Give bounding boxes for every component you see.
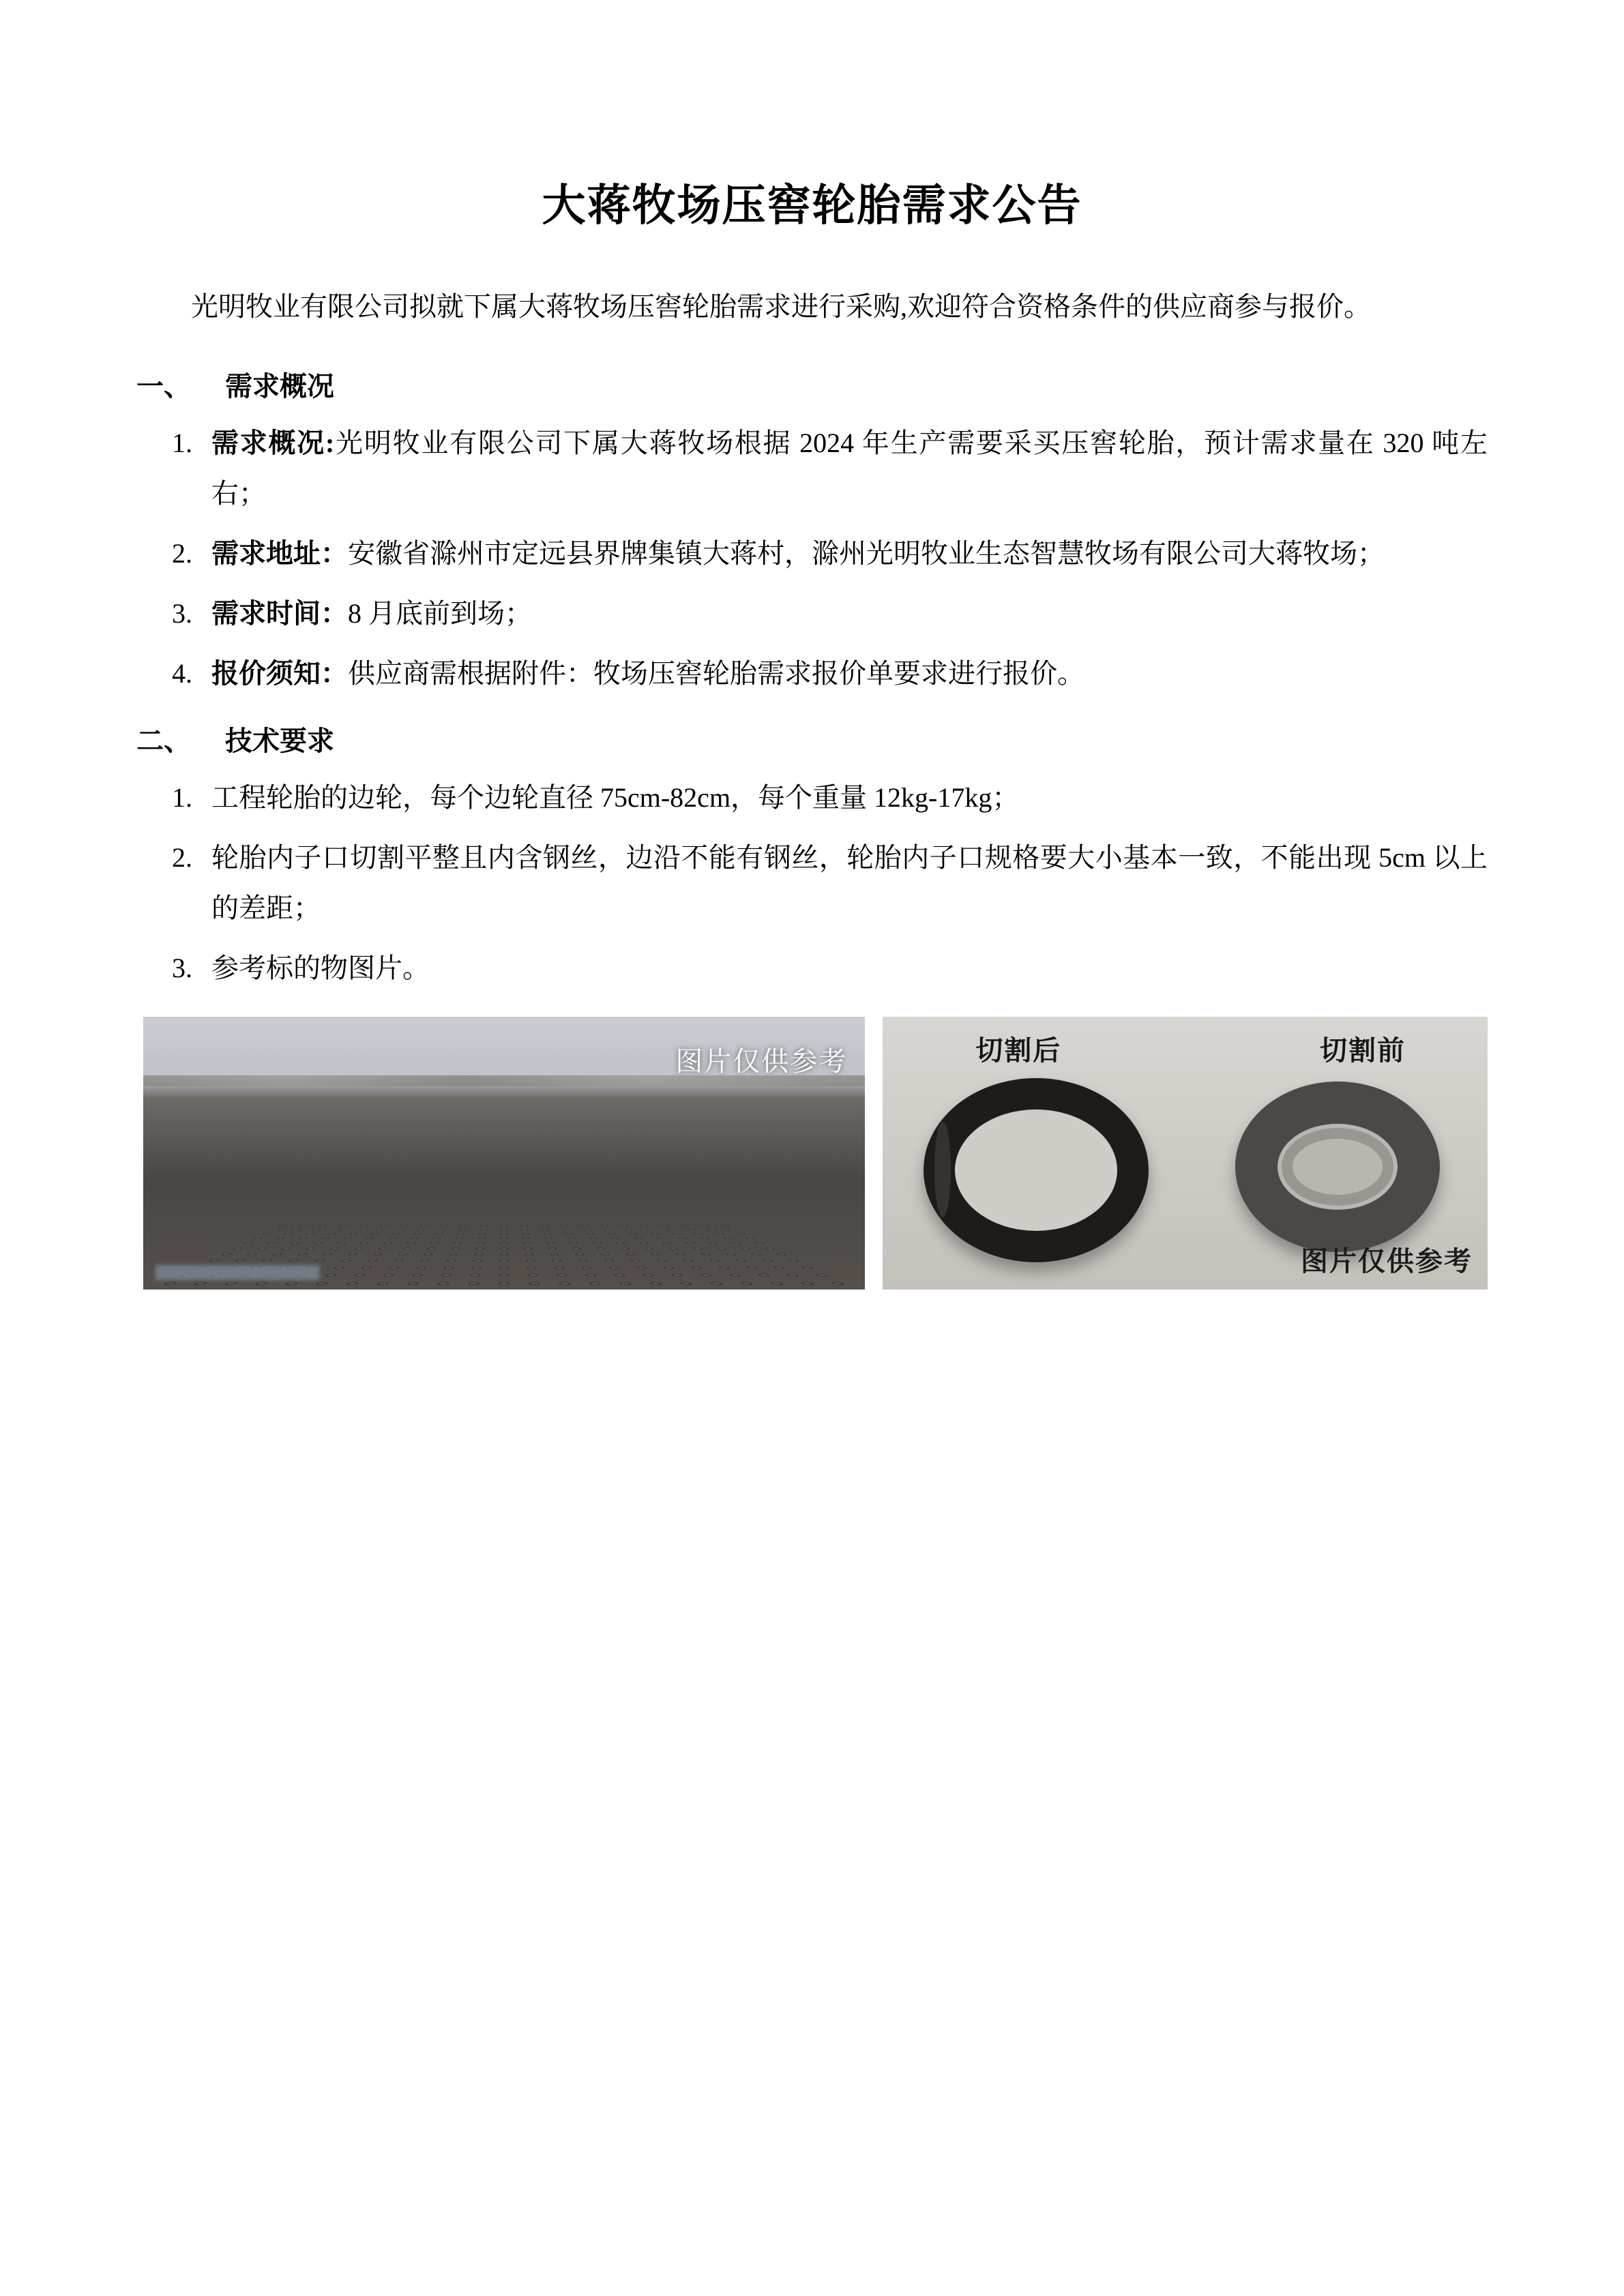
section-technical-requirements (136, 717, 1488, 994)
section-item-list (136, 773, 1488, 994)
list-item-body: 工程轮胎的边轮，每个边轮直径 75cm-82cm，每个重量 12kg-17kg； (211, 782, 1020, 814)
list-item (136, 943, 1488, 994)
list-item-text: 安徽省滁州市定远县界牌集镇大蒋村，滁州光明牧业生态智慧牧场有限公司大蒋牧场； (348, 538, 1385, 569)
list-item-body: 轮胎内子口切割平整且内含钢丝，边沿不能有钢丝，轮胎内子口规格要大小基本一致，不能出现 5cm 以上的差距； (211, 842, 1488, 924)
photo-label-before-cut: 切割前 (1320, 1036, 1406, 1067)
list-item (136, 833, 1488, 934)
list-item-label: 需求概况: (211, 428, 335, 459)
list-item-label: 需求地址： (211, 538, 348, 569)
list-item-index: 2. (172, 538, 192, 569)
list-item-index: 1. (172, 428, 192, 459)
list-item-index: 3. (172, 598, 192, 629)
photo-silage-tire-field (143, 1017, 865, 1289)
list-item-index: 2. (172, 842, 192, 874)
list-item-index: 3. (172, 953, 192, 984)
list-item (136, 528, 1488, 579)
photo-watermark: 图片仅供参考 (675, 1047, 848, 1077)
list-item-body (211, 588, 1488, 639)
section-heading (136, 362, 1488, 411)
section-demand-overview (136, 362, 1488, 699)
list-item (136, 418, 1488, 519)
list-item-body (211, 528, 1488, 579)
list-item-label: 需求时间： (211, 598, 348, 629)
photo-watermark: 图片仅供参考 (1301, 1247, 1473, 1277)
section-heading (136, 717, 1488, 766)
list-item-text: 光明牧业有限公司下属大蒋牧场根据 2024 年生产需要采买压窖轮胎，预计需求量在 320 吨左右； (211, 428, 1488, 509)
section-item-list (136, 418, 1488, 699)
intro-paragraph: 光明牧业有限公司拟就下属大蒋牧场压窖轮胎需求进行采购,欢迎符合资格条件的供应商参与报价。 (191, 291, 1371, 323)
page-title: 大蒋牧场压窖轮胎需求公告 (542, 181, 1082, 230)
section-number: 一、 (136, 371, 191, 402)
list-item-index: 4. (172, 658, 192, 689)
photo-label-after-cut: 切割后 (975, 1036, 1062, 1067)
list-item-body: 参考标的物图片。 (211, 953, 430, 984)
list-item-body (211, 418, 1488, 519)
list-item-text: 供应商需根据附件：牧场压窖轮胎需求报价单要求进行报价。 (348, 658, 1084, 689)
list-item-index: 1. (172, 782, 192, 814)
section-title: 需求概况 (225, 371, 334, 402)
section-title: 技术要求 (225, 726, 334, 757)
list-item (136, 588, 1488, 639)
photo-tire-comparison (883, 1017, 1488, 1289)
photo-foreground-edge (156, 1265, 319, 1280)
reference-photos (143, 1017, 1488, 1289)
list-item-body (211, 648, 1488, 699)
section-number: 二、 (136, 726, 191, 757)
list-item (136, 648, 1488, 699)
list-item-label: 报价须知： (211, 658, 348, 689)
tire-after-cut (924, 1078, 1149, 1262)
list-item (136, 773, 1488, 823)
list-item-text: 8 月底前到场； (348, 598, 532, 629)
tire-before-cut (1235, 1082, 1440, 1252)
